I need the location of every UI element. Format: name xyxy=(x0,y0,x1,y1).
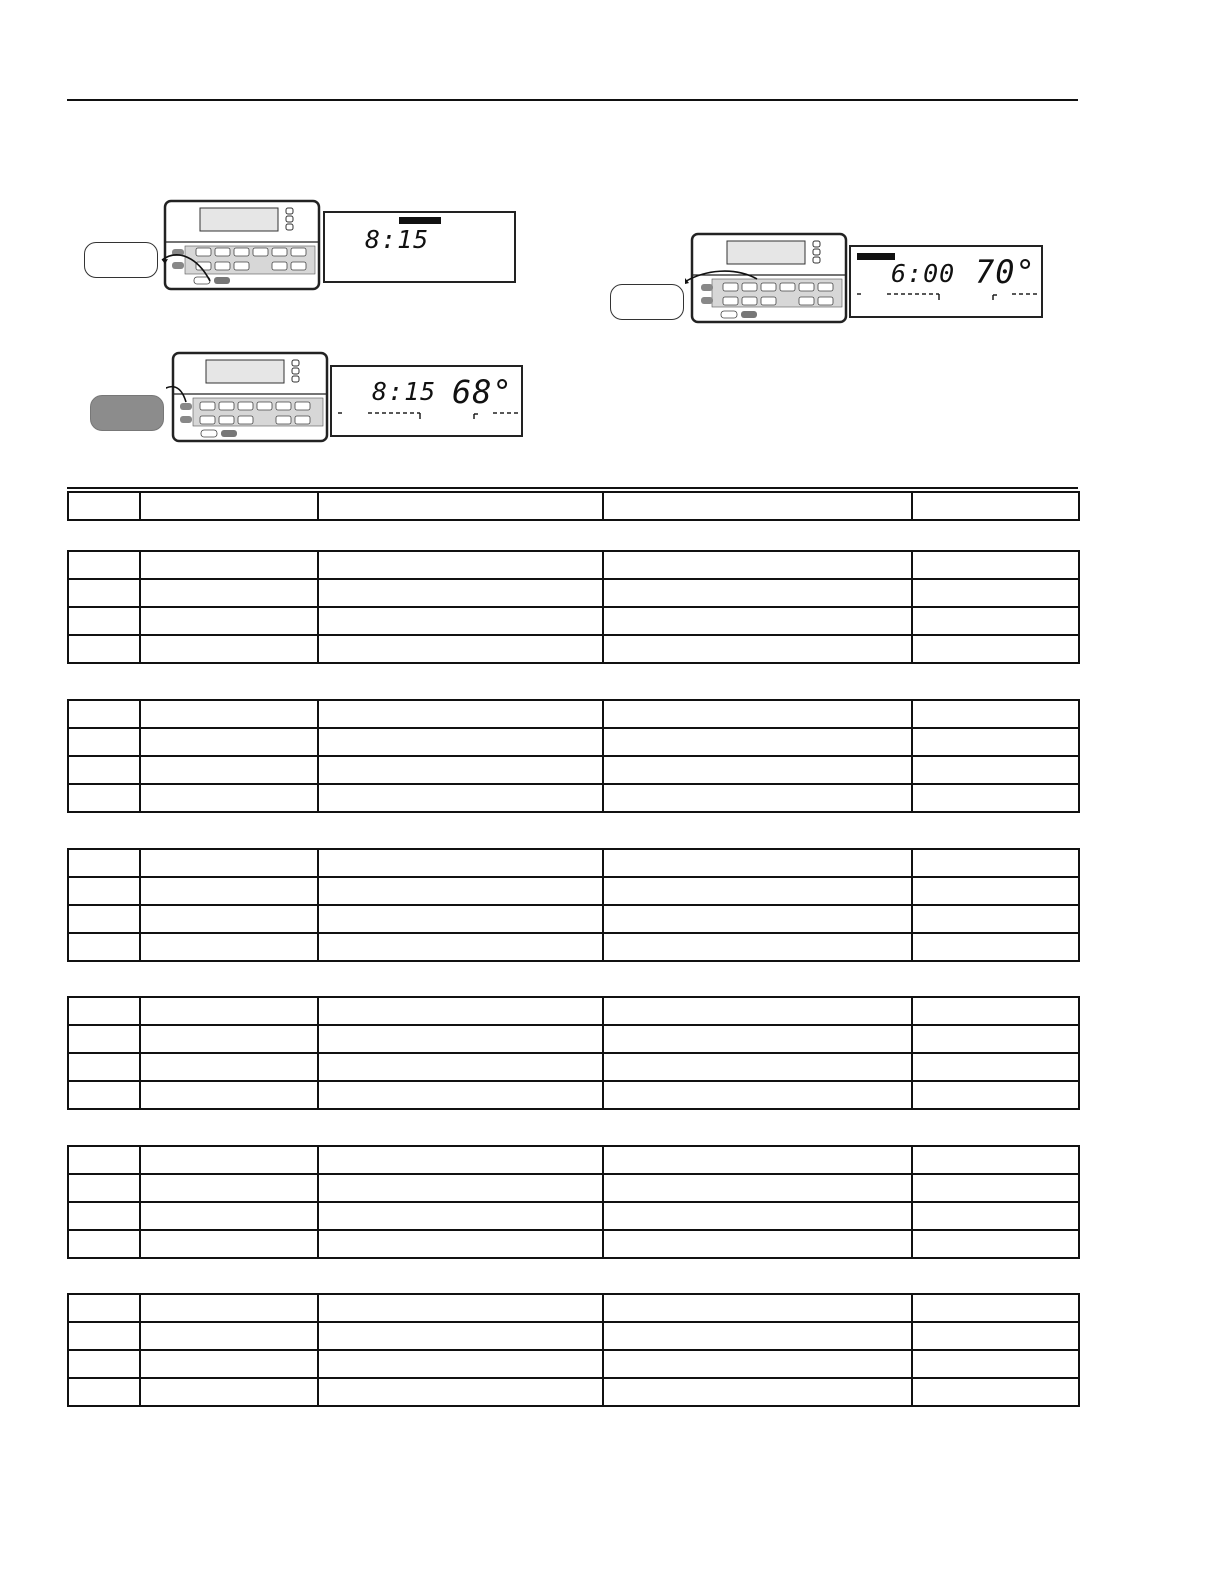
table-cell xyxy=(318,1378,603,1406)
table-cell xyxy=(68,635,140,663)
table-cell xyxy=(912,1350,1079,1378)
table-row xyxy=(68,997,1079,1025)
lcd-display-1 xyxy=(323,211,516,283)
table-row xyxy=(68,784,1079,812)
table-row xyxy=(68,700,1079,728)
table-row xyxy=(68,905,1079,933)
table-cell xyxy=(68,1081,140,1109)
table-cell xyxy=(318,1053,603,1081)
table-cell xyxy=(140,1053,318,1081)
callout-button xyxy=(610,284,684,320)
table-cell xyxy=(140,849,318,877)
table-cell xyxy=(318,1146,603,1174)
table-cell xyxy=(912,700,1079,728)
table-row xyxy=(68,1294,1079,1322)
header-cell xyxy=(140,492,318,520)
lcd-time: 8:15 xyxy=(365,225,430,254)
table-cell xyxy=(318,877,603,905)
table-cell xyxy=(318,728,603,756)
table-cell xyxy=(318,1025,603,1053)
table-cell xyxy=(318,1350,603,1378)
table-cell xyxy=(318,607,603,635)
table-cell xyxy=(68,933,140,961)
table-cell xyxy=(140,1294,318,1322)
table-header xyxy=(67,491,1080,521)
table-cell xyxy=(140,1081,318,1109)
table-row xyxy=(68,579,1079,607)
table-cell xyxy=(68,1025,140,1053)
table-cell xyxy=(140,1322,318,1350)
table-cell xyxy=(140,1350,318,1378)
table-cell xyxy=(318,1081,603,1109)
table-cell xyxy=(318,1230,603,1258)
table-cell xyxy=(912,1230,1079,1258)
table-cell xyxy=(68,607,140,635)
table-row xyxy=(68,1378,1079,1406)
table-cell xyxy=(603,997,912,1025)
table-cell xyxy=(68,1350,140,1378)
table-cell xyxy=(318,1202,603,1230)
table-cell xyxy=(603,551,912,579)
table-cell xyxy=(68,579,140,607)
schedule-group-6 xyxy=(67,1293,1080,1407)
thermostat-device xyxy=(158,198,324,294)
lcd-time: 6:00 xyxy=(891,259,956,288)
table-cell xyxy=(68,849,140,877)
table-cell xyxy=(140,551,318,579)
table-cell xyxy=(912,877,1079,905)
table-cell xyxy=(140,905,318,933)
table-cell xyxy=(68,1294,140,1322)
table-row xyxy=(68,1146,1079,1174)
table-cell xyxy=(318,635,603,663)
table-row xyxy=(68,933,1079,961)
table-cell xyxy=(140,1378,318,1406)
table-cell xyxy=(68,1174,140,1202)
table-cell xyxy=(318,551,603,579)
table-cell xyxy=(912,728,1079,756)
table-cell xyxy=(603,849,912,877)
schedule-timeline xyxy=(338,411,519,419)
table-cell xyxy=(603,1322,912,1350)
table-cell xyxy=(603,1025,912,1053)
table-cell xyxy=(68,728,140,756)
table-cell xyxy=(912,607,1079,635)
table-cell xyxy=(318,1322,603,1350)
thermostat-device xyxy=(166,350,332,446)
table-cell xyxy=(140,877,318,905)
table-cell xyxy=(140,728,318,756)
top-rule xyxy=(67,99,1078,101)
table-cell xyxy=(68,877,140,905)
table-cell xyxy=(140,1174,318,1202)
table-cell xyxy=(603,635,912,663)
table-cell xyxy=(912,579,1079,607)
table-row xyxy=(68,728,1079,756)
lcd-temperature: 68° xyxy=(452,373,513,411)
table-row xyxy=(68,1350,1079,1378)
callout-button xyxy=(84,242,158,278)
table-cell xyxy=(912,849,1079,877)
table-cell xyxy=(912,756,1079,784)
table-cell xyxy=(603,1294,912,1322)
table-cell xyxy=(68,756,140,784)
table-cell xyxy=(68,784,140,812)
table-cell xyxy=(68,1053,140,1081)
table-cell xyxy=(140,1146,318,1174)
table-cell xyxy=(912,1053,1079,1081)
lcd-temperature: 70° xyxy=(975,253,1036,291)
table-row xyxy=(68,1081,1079,1109)
table-cell xyxy=(68,997,140,1025)
table-cell xyxy=(603,905,912,933)
table-cell xyxy=(140,756,318,784)
table-cell xyxy=(140,997,318,1025)
table-cell xyxy=(603,1146,912,1174)
table-cell xyxy=(68,700,140,728)
table-cell xyxy=(912,784,1079,812)
schedule-timeline xyxy=(857,292,1038,300)
table-cell xyxy=(140,1230,318,1258)
table-cell xyxy=(912,1378,1079,1406)
table-cell xyxy=(140,784,318,812)
table-row xyxy=(68,607,1079,635)
table-cell xyxy=(68,1322,140,1350)
table-cell xyxy=(912,1202,1079,1230)
table-cell xyxy=(140,635,318,663)
schedule-group-3 xyxy=(67,848,1080,962)
table-cell xyxy=(318,756,603,784)
table-cell xyxy=(603,1081,912,1109)
table-row xyxy=(68,1230,1079,1258)
table-row xyxy=(68,551,1079,579)
table-row xyxy=(68,877,1079,905)
table-cell xyxy=(318,849,603,877)
table-cell xyxy=(603,1350,912,1378)
table-cell xyxy=(912,635,1079,663)
table-cell xyxy=(318,700,603,728)
table-cell xyxy=(68,905,140,933)
table-cell xyxy=(318,905,603,933)
header-cell xyxy=(68,492,140,520)
table-cell xyxy=(140,700,318,728)
table-cell xyxy=(68,1202,140,1230)
table-cell xyxy=(912,933,1079,961)
table-cell xyxy=(140,1202,318,1230)
table-cell xyxy=(603,1202,912,1230)
header-cell xyxy=(912,492,1079,520)
table-cell xyxy=(912,905,1079,933)
table-cell xyxy=(603,933,912,961)
table-cell xyxy=(912,1146,1079,1174)
table-row xyxy=(68,1174,1079,1202)
table-row xyxy=(68,1202,1079,1230)
table-row xyxy=(68,1322,1079,1350)
table-cell xyxy=(140,579,318,607)
schedule-group-1 xyxy=(67,550,1080,664)
table-row xyxy=(68,849,1079,877)
schedule-group-5 xyxy=(67,1145,1080,1259)
table-cell xyxy=(603,1174,912,1202)
table-cell xyxy=(603,784,912,812)
table-cell xyxy=(603,1378,912,1406)
table-top-rule xyxy=(67,487,1078,489)
table-cell xyxy=(603,877,912,905)
table-cell xyxy=(603,579,912,607)
table-cell xyxy=(318,1174,603,1202)
table-cell xyxy=(912,1322,1079,1350)
table-cell xyxy=(318,579,603,607)
table-cell xyxy=(603,607,912,635)
thermostat-device xyxy=(685,231,851,327)
table-cell xyxy=(68,551,140,579)
table-cell xyxy=(140,607,318,635)
table-cell xyxy=(68,1230,140,1258)
table-row xyxy=(68,635,1079,663)
table-cell xyxy=(603,1230,912,1258)
table-cell xyxy=(912,551,1079,579)
table-row xyxy=(68,1025,1079,1053)
table-cell xyxy=(68,1378,140,1406)
table-cell xyxy=(318,933,603,961)
table-cell xyxy=(140,1025,318,1053)
table-cell xyxy=(318,1294,603,1322)
header-cell xyxy=(603,492,912,520)
table-cell xyxy=(603,700,912,728)
table-cell xyxy=(603,756,912,784)
table-cell xyxy=(603,1053,912,1081)
lcd-display-2 xyxy=(330,365,523,437)
table-cell xyxy=(912,1025,1079,1053)
table-cell xyxy=(912,997,1079,1025)
table-cell xyxy=(912,1174,1079,1202)
lcd-display-3 xyxy=(849,245,1043,318)
table-cell xyxy=(318,997,603,1025)
callout-button-pressed xyxy=(90,395,164,431)
table-cell xyxy=(140,933,318,961)
table-row xyxy=(68,1053,1079,1081)
lcd-time: 8:15 xyxy=(372,377,437,406)
table-row xyxy=(68,756,1079,784)
schedule-group-4 xyxy=(67,996,1080,1110)
table-cell xyxy=(603,728,912,756)
table-cell xyxy=(68,1146,140,1174)
table-cell xyxy=(318,784,603,812)
table-cell xyxy=(912,1294,1079,1322)
table-cell xyxy=(912,1081,1079,1109)
header-cell xyxy=(318,492,603,520)
schedule-group-2 xyxy=(67,699,1080,813)
